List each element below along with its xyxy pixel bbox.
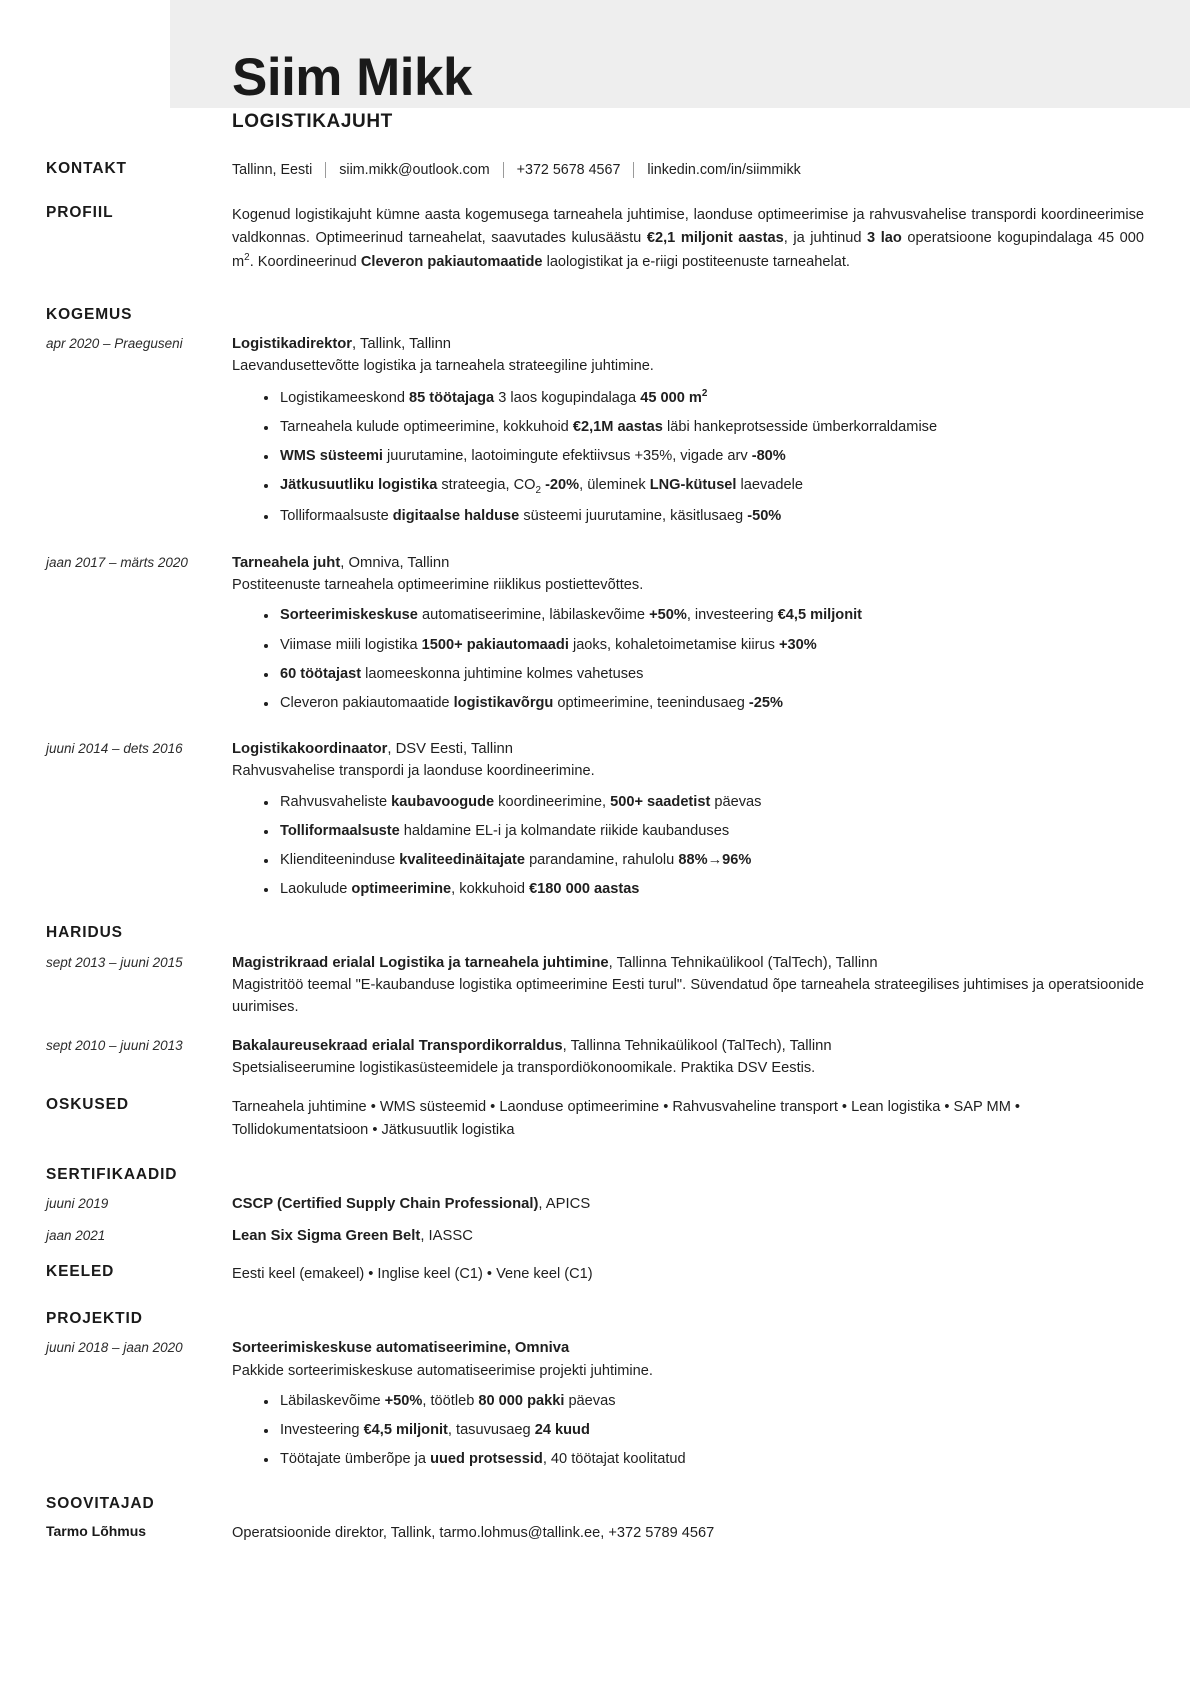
candidate-name: Siim Mikk [232, 48, 472, 107]
profile-bold-2: 3 lao [867, 230, 902, 247]
profile-content [232, 204, 1144, 274]
section-certificates-heading [0, 1166, 1190, 1183]
experience-bullet: Tolliformaalsuste haldamine EL-i ja kolmandate riikide kaubanduses [264, 821, 1144, 842]
profile-heading-col [46, 204, 232, 221]
experience-bullet: Cleveron pakiautomaatide logistikavõrgu optimeerimine, teenindusaeg -25% [264, 693, 1144, 714]
experience-bullet: Laokulude optimeerimine, kokkuhoid €180 000 aastas [264, 879, 1144, 900]
section-references-heading [0, 1495, 1190, 1512]
certificate-name: Lean Six Sigma Green Belt [232, 1228, 421, 1245]
experience-bullet: 60 töötajast laomeeskonna juhtimine kolmes vahetuses [264, 664, 1144, 685]
skills-list: Tarneahela juhtimine • WMS süsteemid • Laonduse optimeerimine • Rahvusvaheline transport • Lean logistika • SAP MM • Tollidokumentatsioon • Jätkusuutlik logistika [232, 1098, 1021, 1138]
section-experience-heading [0, 306, 1190, 323]
experience-bullet: Logistikameeskond 85 töötajaga 3 laos kogupindalaga 45 000 $m^2$ [264, 387, 1144, 409]
profile-text-2: , ja juhtinud [783, 230, 868, 247]
project-title: Sorteerimiskeskuse automatiseerimine, Omniva [232, 1340, 570, 1357]
projects-heading-col [46, 1310, 232, 1327]
candidate-job-title: LOGISTIKAJUHT [232, 111, 393, 133]
certificate-entry [0, 1193, 1190, 1215]
project-title-line [232, 1337, 1144, 1359]
experience-summary: Laevandusettevõtte logistika ja tarneahela strateegiline juhtimine. [232, 358, 654, 375]
experience-role: Logistikakoordinaator [232, 741, 388, 758]
experience-bullet: WMS süsteemi juurutamine, laotoimingute efektiivsus +35%, vigade arv -80% [264, 446, 1144, 467]
contact-content [232, 160, 1144, 180]
profile-text-3: operatsioone kogupindalaga 45 000 m [232, 230, 1145, 270]
experience-entry [0, 552, 1190, 722]
section-heading-certificates: SERTIFIKAADID [46, 1165, 178, 1183]
education-degree-line [232, 952, 1144, 974]
experience-company: , Omniva, Tallinn [340, 554, 450, 571]
reference-entry [0, 1522, 1190, 1545]
project-entry [0, 1337, 1190, 1478]
certificate-date: jaan 2021 [46, 1228, 106, 1244]
experience-bullet: Rahvusvaheliste kaubavoogude koordineerimine, 500+ saadetist päevas [264, 792, 1144, 813]
project-dates: juuni 2018 – jaan 2020 [46, 1340, 183, 1356]
certificate-line [232, 1193, 1144, 1215]
experience-company: , DSV Eesti, Tallinn [387, 741, 513, 758]
languages-content [232, 1263, 1144, 1286]
profile-superscript: 2 [244, 252, 250, 264]
experience-dates: apr 2020 – Praeguseni [46, 336, 183, 352]
experience-bullet-list [232, 605, 1144, 714]
education-degree: Magistrikraad erialal Logistika ja tarneahela juhtimine [232, 954, 609, 971]
education-list [0, 952, 1190, 1080]
experience-company: , Tallink, Tallinn [352, 336, 452, 353]
education-degree: Bakalaureusekraad erialal Transpordikorraldus [232, 1037, 563, 1054]
experience-heading-col [46, 306, 232, 323]
section-heading-languages: KEELED [46, 1263, 115, 1281]
experience-bullet-list [232, 387, 1144, 528]
contact-line [232, 160, 1144, 180]
experience-list [0, 333, 1190, 908]
contact-divider-icon [503, 162, 504, 178]
contact-linkedin[interactable]: linkedin.com/in/siimmikk [647, 162, 801, 178]
experience-role: Tarneahela juht [232, 554, 341, 571]
contact-email[interactable]: siim.mikk@outlook.com [339, 162, 490, 178]
education-description: Magistritöö teemal "E-kaubanduse logistika optimeerimine Eesti turul". Süvendatud õpe tarneahela strateegilises juhtimises ja operatsioonide uurimises. [232, 976, 1144, 1016]
experience-summary: Rahvusvahelise transpordi ja laonduse koordineerimine. [232, 763, 595, 780]
section-heading-skills: OSKUSED [46, 1095, 129, 1113]
education-dates: sept 2010 – juuni 2013 [46, 1037, 183, 1053]
skills-heading-col [46, 1096, 232, 1113]
references-list [0, 1522, 1190, 1545]
section-contact [0, 160, 1190, 180]
experience-role-line [232, 738, 1144, 760]
contact-heading-col [46, 160, 232, 177]
section-heading-contact: KONTAKT [46, 160, 127, 177]
experience-role-line [232, 333, 1144, 355]
project-bullet: Investeering €4,5 miljonit, tasuvusaeg 24 kuud [264, 1420, 1144, 1441]
project-bullet-list [232, 1391, 1144, 1470]
contact-location: Tallinn, Eesti [232, 162, 313, 178]
section-heading-education: HARIDUS [46, 924, 123, 942]
education-degree-line [232, 1035, 1144, 1057]
education-school: , Tallinna Tehnikaülikool (TalTech), Tallinn [562, 1037, 832, 1054]
profile-paragraph [232, 204, 1144, 274]
experience-bullet: Tarneahela kulude optimeerimine, kokkuhoid €2,1M aastas läbi hankeprotsesside ümberkorraldamise [264, 417, 1144, 438]
reference-name: Tarmo Lõhmus [46, 1522, 147, 1539]
project-bullet: Töötajate ümberõpe ja uued protsessid, 40 töötajat koolitatud [264, 1449, 1144, 1470]
certificate-name: CSCP (Certified Supply Chain Professional) [232, 1195, 539, 1212]
experience-summary: Postiteenuste tarneahela optimeerimine riiklikus postiettevõttes. [232, 576, 644, 593]
certificate-date: juuni 2019 [46, 1195, 109, 1211]
section-heading-references: SOOVITAJAD [46, 1494, 155, 1512]
profile-text-4: . Koordineerinud [249, 253, 361, 270]
section-projects-heading [0, 1310, 1190, 1327]
experience-dates: juuni 2014 – dets 2016 [46, 741, 183, 757]
education-description: Spetsialiseerumine logistikasüsteemidele ja transpordiökonoomikale. Praktika DSV Eestis. [232, 1060, 816, 1077]
profile-bold-3: Cleveron pakiautomaatide [360, 253, 543, 270]
contact-phone[interactable]: +372 5678 4567 [516, 162, 621, 178]
certificates-list [0, 1193, 1190, 1247]
experience-entry [0, 333, 1190, 536]
project-summary: Pakkide sorteerimiskeskuse automatiseerimise projekti juhtimine. [232, 1362, 653, 1379]
education-heading-col [46, 924, 232, 941]
experience-dates: jaan 2017 – märts 2020 [46, 554, 188, 570]
section-education-heading [0, 924, 1190, 941]
resume-body [0, 160, 1190, 1545]
profile-bold-1: €2,1 miljonit aastas [646, 230, 784, 247]
experience-bullet: Jätkusuutliku logistika strateegia, $CO_2$ -20%, üleminek LNG-kütusel laevadele [264, 475, 1144, 498]
references-heading-col [46, 1495, 232, 1512]
experience-bullet: Viimase miili logistika 1500+ pakiautomaadi jaoks, kohaletoimetamise kiirus +30% [264, 635, 1144, 656]
projects-list [0, 1337, 1190, 1478]
education-entry [0, 952, 1190, 1019]
experience-role: Logistikadirektor [232, 336, 353, 353]
languages-list: Eesti keel (emakeel) • Inglise keel (C1) • Vene keel (C1) [232, 1266, 593, 1283]
contact-divider-icon [325, 162, 326, 178]
profile-text-5: laologistikat ja e-riigi postiteenuste tarneahelat. [542, 253, 850, 270]
name-block [232, 50, 1112, 133]
experience-entry [0, 738, 1190, 908]
certificate-issuer: , APICS [538, 1195, 591, 1212]
languages-heading-col [46, 1263, 232, 1280]
experience-role-line [232, 552, 1144, 574]
reference-details: Operatsioonide direktor, Tallink, tarmo.lohmus@tallink.ee, +372 5789 4567 [232, 1524, 715, 1541]
project-bullet: Läbilaskevõime +50%, töötleb 80 000 pakki päevas [264, 1391, 1144, 1412]
experience-bullet: Tolliformaalsuste digitaalse halduse süsteemi juurutamine, käsitlusaeg -50% [264, 506, 1144, 527]
profile-text-1: Kogenud logistikajuht kümne aasta kogemusega tarneahela juhtimise, laonduse optimeerimise ja rahvusvahelise transpordi koordineerimise valdkonnas. Optimeerinud tarneahelat, saavutades kulusäästu [232, 207, 1144, 247]
contact-divider-icon [633, 162, 634, 178]
section-skills [0, 1096, 1190, 1142]
certificate-line [232, 1225, 1144, 1247]
certificate-entry [0, 1225, 1190, 1247]
certificates-heading-col [46, 1166, 232, 1183]
education-school: , Tallinna Tehnikaülikool (TalTech), Tallinn [608, 954, 878, 971]
section-heading-profile: PROFIIL [46, 204, 114, 222]
experience-bullet: Sorteerimiskeskuse automatiseerimine, läbilaskevõime +50%, investeering €4,5 miljonit [264, 605, 1144, 626]
skills-content [232, 1096, 1144, 1142]
section-profile [0, 204, 1190, 274]
section-heading-experience: KOGEMUS [46, 306, 133, 324]
certificate-issuer: , IASSC [420, 1228, 473, 1245]
experience-bullet-list [232, 792, 1144, 901]
section-heading-projects: PROJEKTID [46, 1310, 143, 1328]
education-dates: sept 2013 – juuni 2015 [46, 954, 183, 970]
education-entry [0, 1035, 1190, 1080]
experience-bullet: Klienditeeninduse kvaliteedinäitajate parandamine, rahulolu 88%→96% [264, 850, 1144, 871]
section-languages [0, 1263, 1190, 1286]
